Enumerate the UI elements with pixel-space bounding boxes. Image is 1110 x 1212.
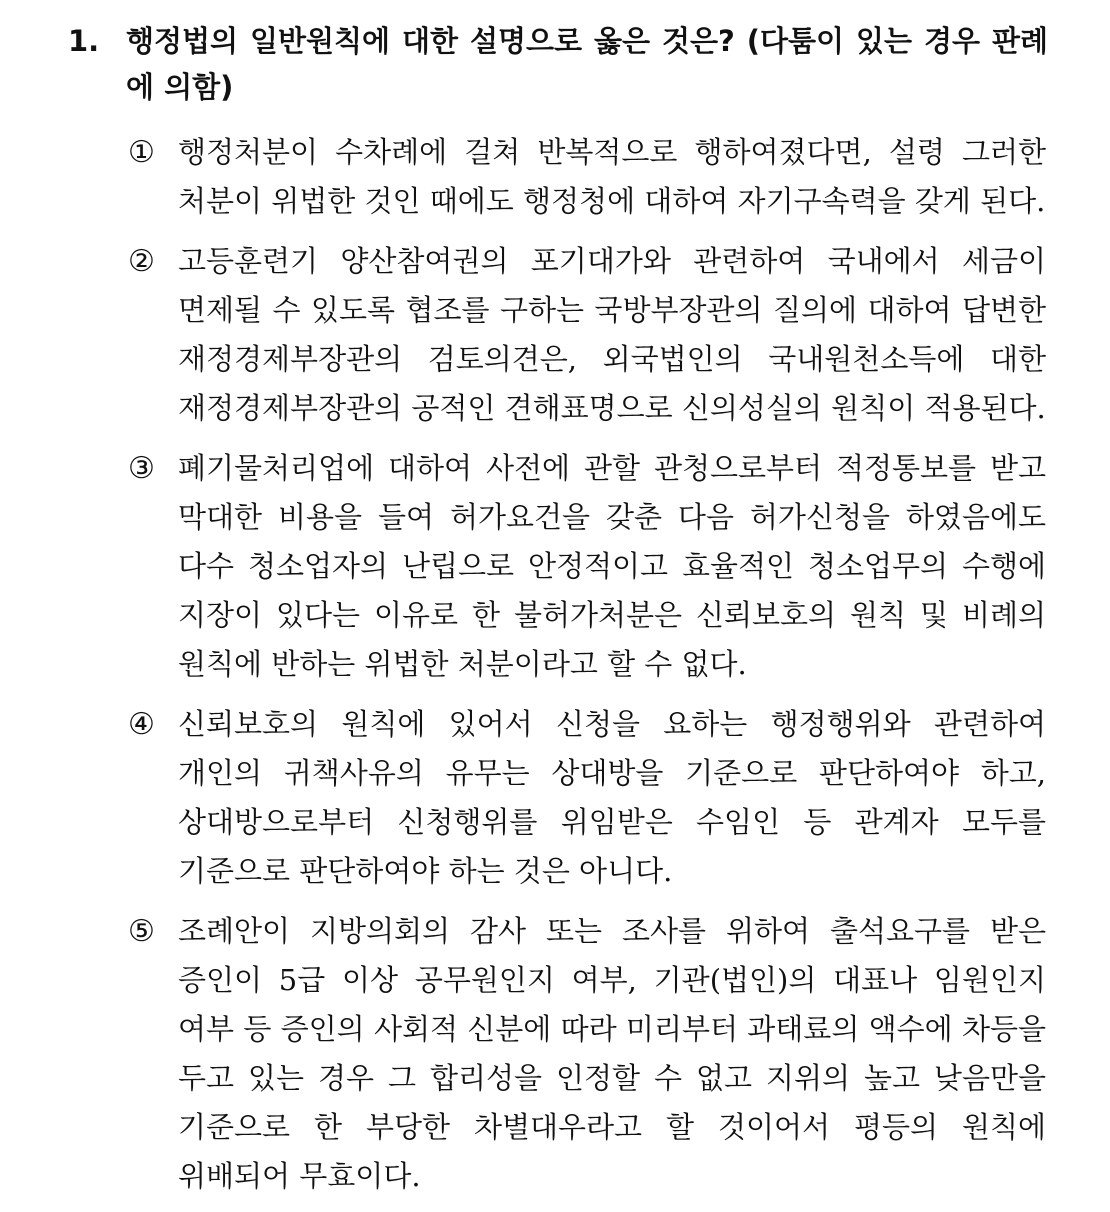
choice-2[interactable] <box>128 237 1046 433</box>
question-stem <box>68 18 1048 110</box>
choice-1[interactable] <box>128 128 1046 226</box>
choice-3[interactable] <box>128 444 1046 689</box>
choice-4-marker: ④ <box>128 707 155 742</box>
choice-5-marker: ⑤ <box>128 914 155 949</box>
choice-5-text: 조례안이 지방의회의 감사 또는 조사를 위하여 출석요구를 받은 증인이 5급 이상 공무원인지 여부, 기관(법인)의 대표나 임원인지 여부 등 증인의 사회적 신분에 따라 미리부터 과태료의 액수에 차등을 두고 있는 경우 그 합리성을 인정할 수 없고 지위의 높고 낮음만을 기준으로 한 부당한 차별대우라고 할 것이어서 평등의 원칙에 위배되어 무효이다. <box>178 914 1046 1193</box>
choice-4-text: 신뢰보호의 원칙에 있어서 신청을 요하는 행정행위와 관련하여 개인의 귀책사유의 유무는 상대방을 기준으로 판단하여야 하고, 상대방으로부터 신청행위를 위임받은 수임인 등 관계자 모두를 기준으로 판단하여야 하는 것은 아니다. <box>178 707 1046 888</box>
choice-2-marker: ② <box>128 244 155 279</box>
choice-2-text: 고등훈련기 양산참여권의 포기대가와 관련하여 국내에서 세금이 면제될 수 있도록 협조를 구하는 국방부장관의 질의에 대하여 답변한 재정경제부장관의 검토의견은, 외국법인의 국내원천소득에 대한 재정경제부장관의 공적인 견해표명으로 신의성실의 원칙이 적용된다. <box>178 244 1046 425</box>
question-text: 행정법의 일반원칙에 대한 설명으로 옳은 것은? (다툼이 있는 경우 판례에 의함) <box>126 24 1048 104</box>
choice-1-marker: ① <box>128 135 155 170</box>
choice-3-marker: ③ <box>128 451 155 486</box>
answer-choices <box>128 128 1046 1212</box>
choice-5[interactable] <box>128 907 1046 1201</box>
choice-1-text: 행정처분이 수차례에 걸쳐 반복적으로 행하여졌다면, 설령 그러한 처분이 위법한 것인 때에도 행정청에 대하여 자기구속력을 갖게 된다. <box>178 135 1046 218</box>
choice-4[interactable] <box>128 700 1046 896</box>
question-number: 1. <box>68 24 100 58</box>
choice-3-text: 폐기물처리업에 대하여 사전에 관할 관청으로부터 적정통보를 받고 막대한 비용을 들여 허가요건을 갖춘 다음 허가신청을 하였음에도 다수 청소업자의 난립으로 안정적이고 효율적인 청소업무의 수행에 지장이 있다는 이유로 한 불허가처분은 신뢰보호의 원칙 및 비례의 원칙에 반하는 위법한 처분이라고 할 수 없다. <box>178 451 1046 681</box>
